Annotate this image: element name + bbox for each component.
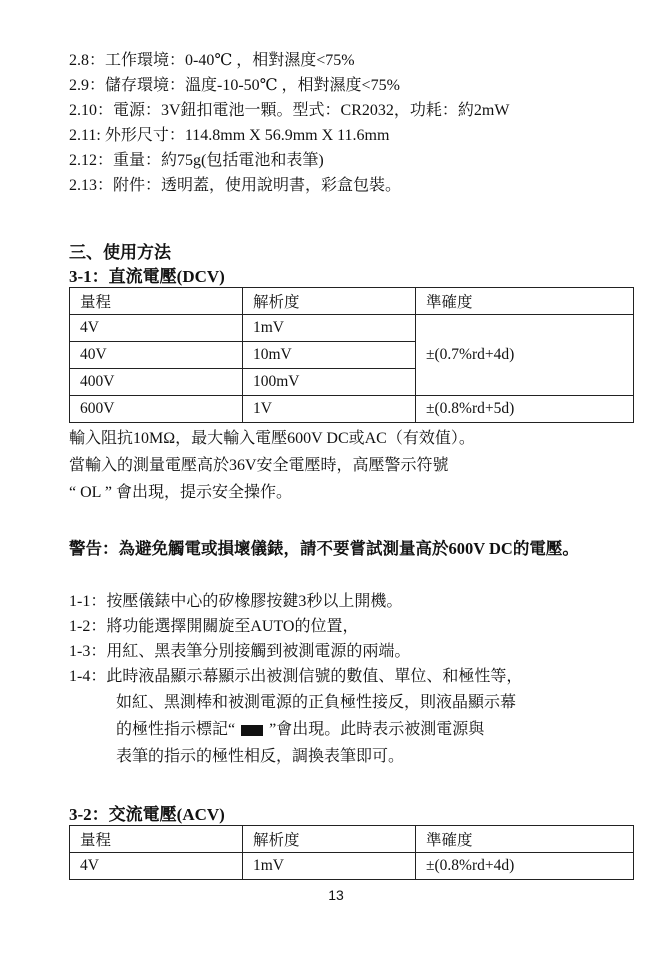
- section-title: 三、使用方法: [69, 243, 171, 262]
- table-row: [70, 853, 634, 880]
- resolution-cell: 100mV: [243, 369, 416, 396]
- spec-2-10: 2.10：電源：3V鈕扣電池一顆。型式：CR2032，功耗：約2mW: [69, 102, 510, 119]
- page-number: 13: [328, 887, 344, 903]
- dcv-note-1: 輸入阻抗10MΩ，最大輸入電壓600V DC或AC（有效值）。: [69, 430, 475, 447]
- dcv-note-2: 當輸入的測量電壓高於36V安全電壓時，高壓警示符號: [69, 457, 449, 474]
- polarity-indicator-icon: [241, 725, 263, 736]
- spec-2-11: 2.11: 外形尺寸：114.8mm X 56.9mm X 11.6mm: [69, 127, 390, 144]
- accuracy-cell: ±(0.8%rd+5d): [416, 396, 634, 423]
- step-1-1: 1-1：按壓儀錶中心的矽橡膠按鍵3秒以上開機。: [69, 593, 403, 610]
- table-row: [70, 315, 634, 342]
- table-header-row: [70, 826, 634, 853]
- resolution-cell: 1V: [243, 396, 416, 423]
- spec-2-12: 2.12：重量：約75g(包括電池和表筆): [69, 152, 324, 169]
- step-1-3: 1-3：用紅、黑表筆分別接觸到被測電源的兩端。: [69, 643, 411, 660]
- header-accuracy: 準確度: [416, 826, 634, 853]
- header-resolution: 解析度: [243, 826, 416, 853]
- range-cell: 40V: [70, 342, 243, 369]
- accuracy-cell: ±(0.8%rd+4d): [416, 853, 634, 880]
- warning-text: 警告：為避免觸電或損壞儀錶，請不要嘗試測量高於600V DC的電壓。: [69, 539, 579, 558]
- dcv-title: 3-1：直流電壓(DCV): [69, 267, 225, 286]
- header-range: 量程: [70, 826, 243, 853]
- resolution-cell: 1mV: [243, 315, 416, 342]
- range-cell: 400V: [70, 369, 243, 396]
- accuracy-cell: ±(0.7%rd+4d): [416, 315, 634, 396]
- range-cell: 4V: [70, 853, 243, 880]
- step-1-4-line-3-pre: 的極性指示標記“: [116, 721, 236, 738]
- header-range: 量程: [70, 288, 243, 315]
- step-1-4: 1-4：此時液晶顯示幕顯示出被測信號的數值、單位、和極性等，: [69, 668, 523, 685]
- step-1-4-line-3: [116, 718, 484, 742]
- spec-2-9: 2.9：儲存環境：溫度-10-50℃ ，相對濕度<75%: [69, 77, 400, 94]
- step-1-2: 1-2：將功能選擇開關旋至AUTO的位置，: [69, 618, 359, 635]
- spec-2-8: 2.8：工作環境：0-40℃ ，相對濕度<75%: [69, 52, 355, 69]
- header-resolution: 解析度: [243, 288, 416, 315]
- resolution-cell: 10mV: [243, 342, 416, 369]
- dcv-note-3: “ OL ” 會出現，提示安全操作。: [69, 484, 292, 501]
- range-cell: 4V: [70, 315, 243, 342]
- dcv-table: [69, 287, 634, 423]
- step-1-4-line-4: 表筆的指示的極性相反，調換表筆即可。: [116, 748, 405, 765]
- table-header-row: [70, 288, 634, 315]
- resolution-cell: 1mV: [243, 853, 416, 880]
- step-1-4-line-2: 如紅、黑測棒和被測電源的正負極性接反，則液晶顯示幕: [116, 694, 517, 711]
- acv-table: [69, 825, 634, 880]
- spec-2-13: 2.13：附件：透明蓋，使用說明書，彩盒包裝。: [69, 177, 402, 194]
- step-1-4-line-3-post: ”會出現。此時表示被測電源與: [269, 721, 485, 738]
- table-row: [70, 396, 634, 423]
- range-cell: 600V: [70, 396, 243, 423]
- header-accuracy: 準確度: [416, 288, 634, 315]
- acv-title: 3-2：交流電壓(ACV): [69, 805, 225, 824]
